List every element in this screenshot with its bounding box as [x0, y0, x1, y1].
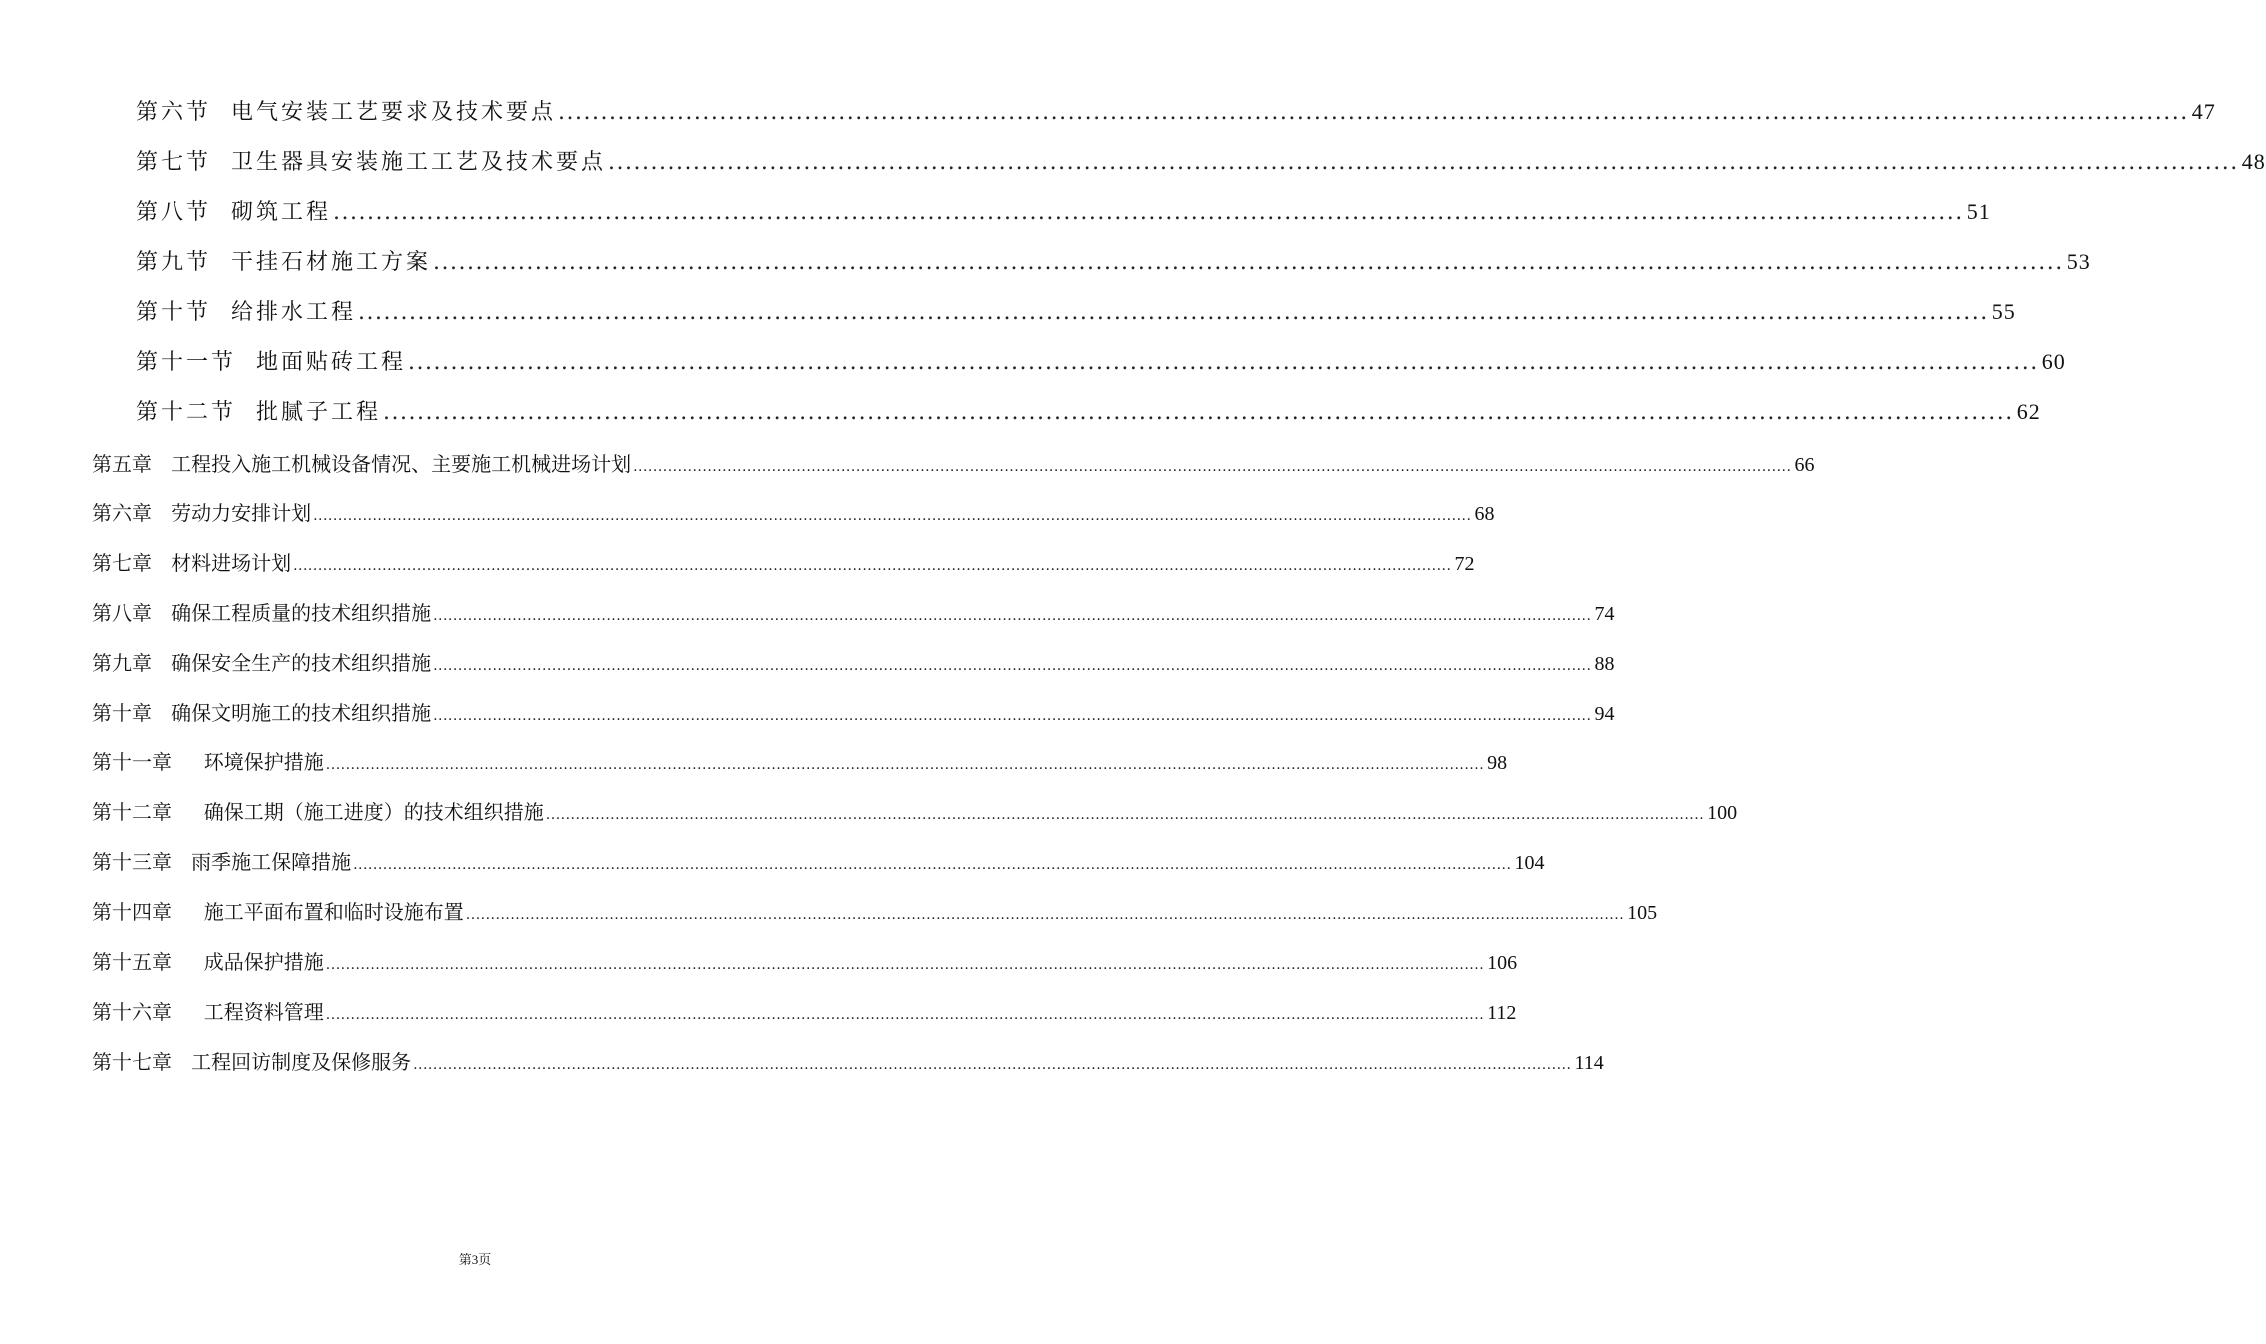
toc-chapter-row[interactable] [92, 946, 1518, 975]
toc-page-number: 98 [1487, 752, 1508, 774]
toc-entry-title: 第十三章 雨季施工保障措施 [92, 850, 352, 874]
dot-leader: .......................................................................................................................................................................................................................................... [433, 658, 1592, 674]
dot-leader: ................................................................................................................................................................................................ [558, 100, 2189, 125]
toc-section-row[interactable] [136, 345, 2066, 376]
page-footer-number: 第3页 [458, 1252, 492, 1267]
toc-entry-title: 第六章 劳动力安排计划 [92, 501, 312, 525]
toc-section-row[interactable] [136, 295, 2016, 326]
dot-leader: ................................................................................................................................................................................................ [608, 150, 2239, 175]
toc-page-number: 100 [1707, 802, 1738, 824]
toc-entry-title: 第十一节 地面贴砖工程 [136, 350, 406, 375]
dot-leader: .......................................................................................................................................................................................................................................... [545, 807, 1705, 823]
toc-page-number: 72 [1454, 553, 1475, 575]
dot-leader: .......................................................................................................................................................................................................................................... [325, 957, 1485, 973]
toc-section-row[interactable] [136, 395, 2041, 426]
toc-page-number: 106 [1487, 952, 1518, 974]
toc-page-number: 68 [1474, 503, 1495, 525]
toc-chapter-row[interactable] [92, 697, 1615, 726]
toc-entry-title: 第六节 电气安装工艺要求及技术要点 [136, 100, 556, 125]
toc-chapter-row[interactable] [92, 547, 1475, 576]
dot-leader: .......................................................................................................................................................................................................................................... [465, 907, 1625, 923]
toc-page-number: 114 [1574, 1052, 1604, 1074]
dot-leader: ................................................................................................................................................................................................ [333, 200, 1964, 225]
toc-chapter-row[interactable] [92, 796, 1738, 825]
toc-entry-title: 第十四章 施工平面布置和临时设施布置 [92, 900, 464, 924]
toc-page-number: 51 [1966, 199, 1991, 224]
dot-leader: .......................................................................................................................................................................................................................................... [353, 857, 1512, 873]
toc-page-number: 74 [1594, 603, 1615, 625]
toc-entry-title: 第十二节 批腻子工程 [136, 400, 381, 425]
dot-leader: .......................................................................................................................................................................................................................................... [413, 1057, 1572, 1073]
toc-chapter-row[interactable] [92, 1046, 1604, 1075]
dot-leader: ................................................................................................................................................................................................ [383, 400, 2014, 425]
dot-leader: .......................................................................................................................................................................................................................................... [313, 508, 1472, 524]
toc-page-number: 88 [1594, 653, 1615, 675]
toc-entry-title: 第十七章 工程回访制度及保修服务 [92, 1050, 412, 1074]
dot-leader: .......................................................................................................................................................................................................................................... [633, 459, 1792, 475]
toc-entry-title: 第七节 卫生器具安装施工工艺及技术要点 [136, 150, 606, 175]
toc-page-number: 105 [1627, 902, 1658, 924]
toc-chapter-row[interactable] [92, 996, 1517, 1025]
toc-entry-title: 第十节 给排水工程 [136, 300, 356, 325]
toc-page-number: 94 [1594, 703, 1615, 725]
toc-section-row[interactable] [136, 245, 2091, 276]
toc-page-number: 53 [2066, 249, 2091, 274]
toc-entry-title: 第十二章 确保工期（施工进度）的技术组织措施 [92, 800, 544, 824]
toc-page-number: 112 [1487, 1002, 1517, 1024]
toc-entry-title: 第十六章 工程资料管理 [92, 1000, 324, 1024]
toc-section-row[interactable] [136, 95, 2216, 126]
dot-leader: ................................................................................................................................................................................................ [358, 300, 1989, 325]
toc-chapter-row[interactable] [92, 647, 1615, 676]
toc-entry-title: 第九章 确保安全生产的技术组织措施 [92, 651, 432, 675]
toc-page-number: 60 [2041, 349, 2066, 374]
dot-leader: .......................................................................................................................................................................................................................................... [433, 608, 1592, 624]
toc-page-number: 48 [2241, 149, 2266, 174]
toc-page-number: 66 [1794, 454, 1815, 476]
toc-chapter-row[interactable] [92, 497, 1495, 526]
toc-chapter-row[interactable] [92, 448, 1815, 477]
toc-page-number: 47 [2191, 99, 2216, 124]
dot-leader: .......................................................................................................................................................................................................................................... [325, 1007, 1485, 1023]
toc-entry-title: 第十五章 成品保护措施 [92, 950, 324, 974]
toc-chapter-row[interactable] [92, 896, 1658, 925]
dot-leader: .......................................................................................................................................................................................................................................... [325, 757, 1485, 773]
toc-page-number: 104 [1514, 852, 1545, 874]
toc-entry-title: 第八章 确保工程质量的技术组织措施 [92, 601, 432, 625]
dot-leader: ................................................................................................................................................................................................ [408, 350, 2039, 375]
dot-leader: ................................................................................................................................................................................................ [433, 250, 2064, 275]
toc-page-number: 62 [2016, 399, 2041, 424]
toc-entry-title: 第七章 材料进场计划 [92, 551, 292, 575]
toc-entry-title: 第八节 砌筑工程 [136, 200, 331, 225]
toc-chapter-row[interactable] [92, 746, 1508, 775]
toc-section-row[interactable] [136, 145, 2266, 176]
dot-leader: .......................................................................................................................................................................................................................................... [433, 708, 1592, 724]
toc-chapter-row[interactable] [92, 846, 1545, 875]
toc-entry-title: 第十一章 环境保护措施 [92, 750, 324, 774]
toc-section-row[interactable] [136, 195, 1991, 226]
toc-page-number: 55 [1991, 299, 2016, 324]
toc-entry-title: 第十章 确保文明施工的技术组织措施 [92, 701, 432, 725]
dot-leader: .......................................................................................................................................................................................................................................... [293, 558, 1452, 574]
toc-entry-title: 第五章 工程投入施工机械设备情况、主要施工机械进场计划 [92, 452, 632, 476]
toc-entry-title: 第九节 干挂石材施工方案 [136, 250, 431, 275]
toc-chapter-row[interactable] [92, 597, 1615, 626]
